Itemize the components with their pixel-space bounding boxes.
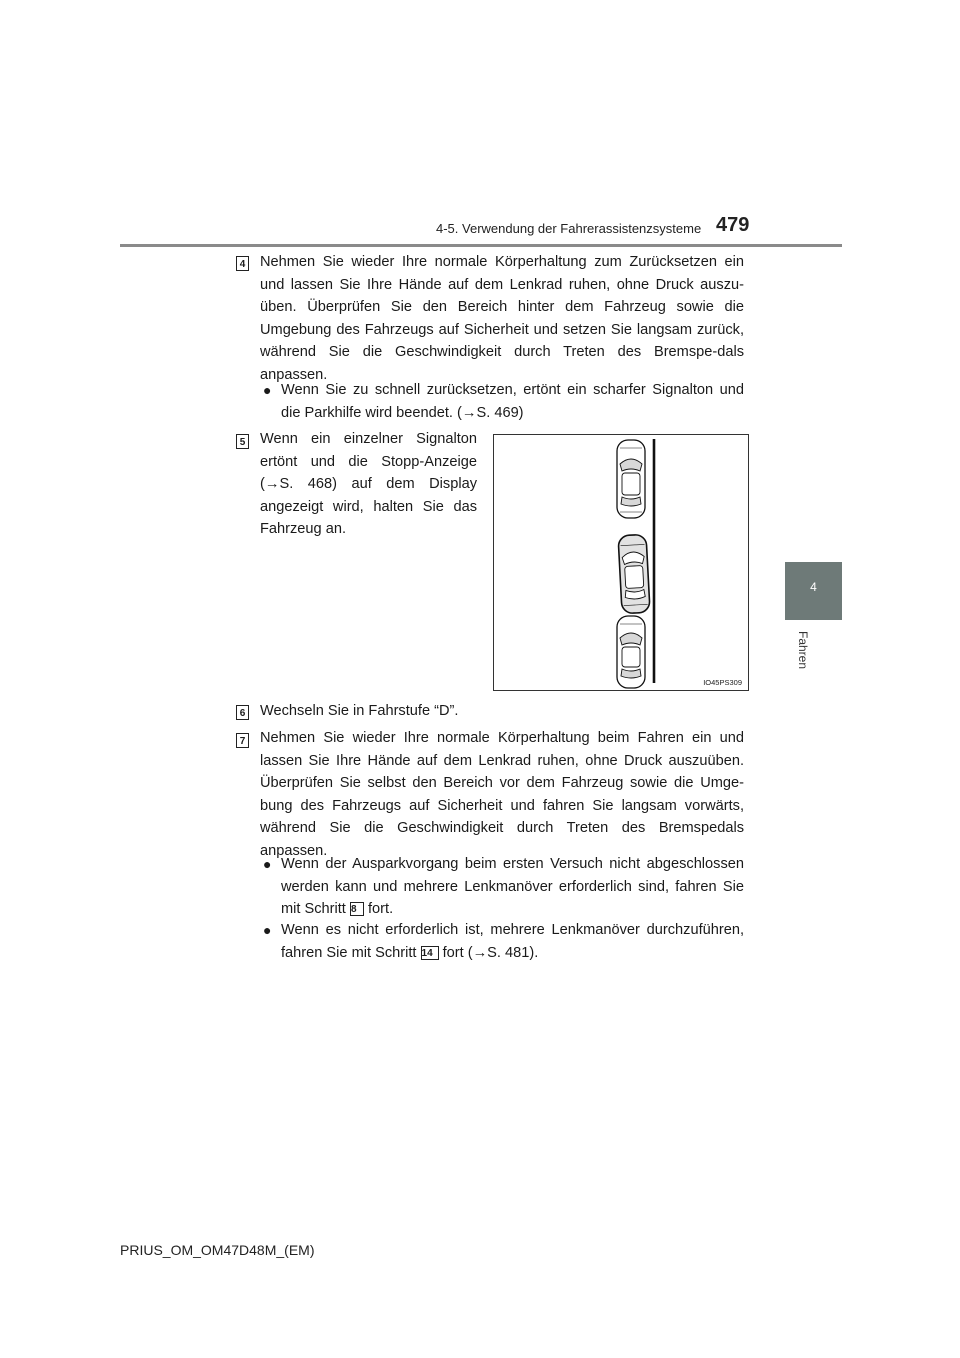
step-6-text: Wechseln Sie in Fahrstufe “D”. xyxy=(260,703,459,719)
step-5-marker: 5 xyxy=(236,434,249,449)
step-5-text: Wenn ein einzelner Signalton ertönt und die Stopp-Anzeige (→S. 468) auf dem Display angezeigt wird, halten Sie das Fahrzeug an. xyxy=(260,431,477,537)
bullet-dot-icon: ● xyxy=(263,382,272,398)
bullet-1-text-a: Wenn der Ausparkvorgang beim ersten Versuch nicht abgeschlossen werden kann und mehrere Lenkmanöver erforderlich sind, fahren Sie mit Schritt xyxy=(281,856,744,917)
header-divider xyxy=(120,244,842,247)
figure-code: IO45PS309 xyxy=(703,678,742,687)
chapter-label: Fahren xyxy=(796,631,810,670)
step-4-bullet-text: Wenn Sie zu schnell zurücksetzen, ertönt ein scharfer Signalton und die Parkhilfe wird beendet. (→S. 469) xyxy=(281,382,744,421)
bullet-2-text-a: Wenn es nicht erforderlich ist, mehrere Lenkmanöver durchzuführen, fahren Sie mit Schritt xyxy=(281,922,744,961)
step-14-reference: 14 xyxy=(421,946,439,960)
step-7-bullet-2-text xyxy=(281,919,744,964)
bullet-1-text-b: fort. xyxy=(368,901,394,917)
step-7-bullet-2 xyxy=(263,919,744,965)
chapter-label-container xyxy=(788,631,838,671)
bullet-2-text-b: fort (→S. 481). xyxy=(442,944,539,961)
parallel-parking-diagram xyxy=(494,435,748,690)
step-4-text: Nehmen Sie wieder Ihre normale Körperhaltung zum Zurücksetzen ein und lassen Sie Ihre Hände auf dem Lenkrad ruhen, ohne Druck auszu-üben. Überprüfen Sie den Bereich hinter dem Fahrzeug sowie die Umgebung des Fahrzeugs auf Sicherheit und setzen Sie langsam zurück, während Sie die Geschwindigkeit durch Treten des Bremspe-dals anpassen. xyxy=(260,254,744,383)
parked-car-rear xyxy=(617,616,645,688)
step-7-bullet-1-text xyxy=(281,853,744,921)
step-7-bullet-1 xyxy=(263,853,744,921)
parking-illustration xyxy=(493,434,749,691)
step-6-marker: 6 xyxy=(236,705,249,720)
page-number: 479 xyxy=(716,214,750,236)
step-4-bullet xyxy=(263,379,744,425)
chapter-tab xyxy=(785,562,842,620)
parked-car-front xyxy=(617,440,645,518)
parking-car xyxy=(618,534,650,613)
running-header-section: 4-5. Verwendung der Fahrerassistenzsysteme xyxy=(436,221,702,236)
step-8-reference: 8 xyxy=(350,902,364,916)
step-7-text: Nehmen Sie wieder Ihre normale Körperhaltung beim Fahren ein und lassen Sie Ihre Hände auf dem Lenkrad ruhen, ohne Druck auszuüben. Überprüfen Sie selbst den Bereich vor dem Fahrzeug sowie die Umge-bung des Fahrzeugs auf Sicherheit und fahren Sie langsam vorwärts, während Sie die Geschwindigkeit durch Treten des Bremspedals anpassen. xyxy=(260,730,744,859)
chapter-number: 4 xyxy=(810,580,817,594)
step-7-marker: 7 xyxy=(236,733,249,748)
step-4-marker: 4 xyxy=(236,256,249,271)
bullet-dot-icon: ● xyxy=(263,856,272,872)
bullet-dot-icon: ● xyxy=(263,922,272,938)
document-code: PRIUS_OM_OM47D48M_(EM) xyxy=(120,1242,315,1258)
